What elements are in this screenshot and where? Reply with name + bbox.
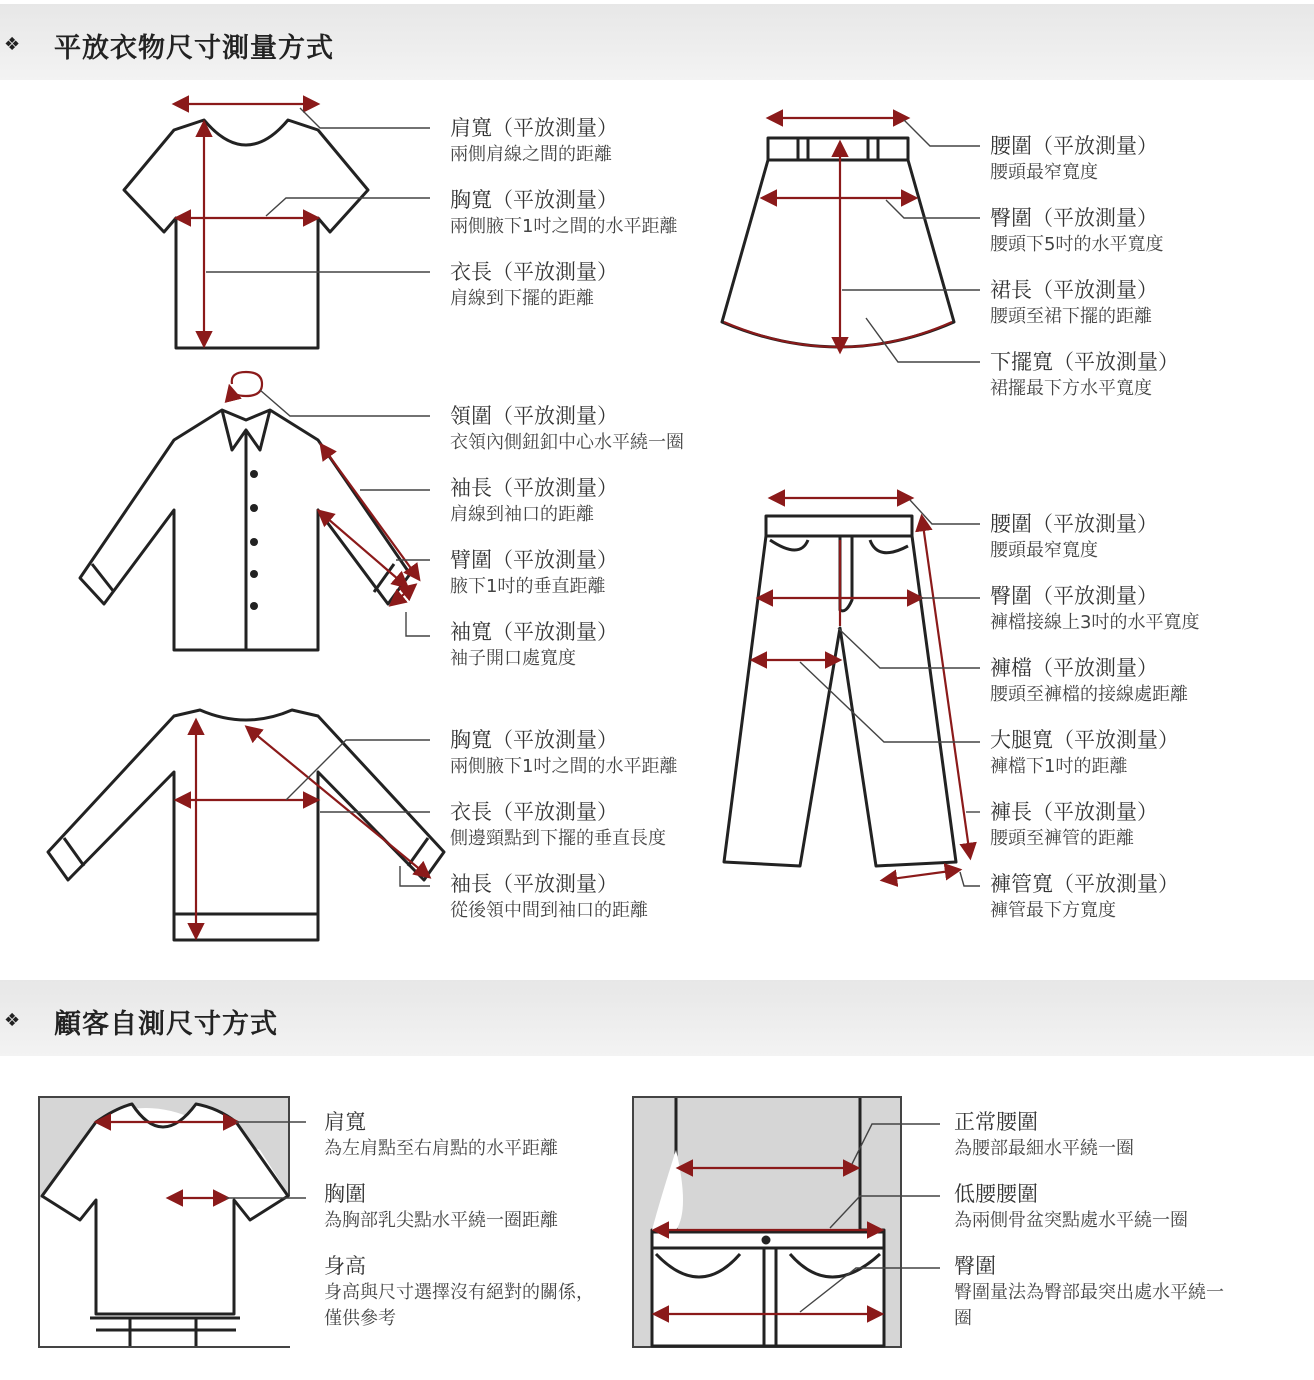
label-title: 衣長（平放測量） [450, 800, 618, 824]
label-desc: 腰頭至裙下擺的距離 [990, 306, 1152, 327]
label-title: 肩寬（平放測量） [450, 116, 618, 140]
label-desc: 肩線到袖口的距離 [450, 504, 594, 525]
upper-body-figure [40, 1104, 292, 1346]
label-tshirt-length [450, 258, 618, 312]
label-shirt-arm [450, 546, 618, 600]
label-title: 胸寬（平放測量） [450, 728, 618, 752]
section-title: 平放衣物尺寸測量方式 [54, 33, 334, 64]
label-title: 腰圍（平放測量） [990, 134, 1158, 158]
label-skirt-hem [990, 348, 1179, 402]
label-title: 領圍（平放測量） [450, 404, 618, 428]
label-desc: 為腰部最細水平繞一圈 [954, 1138, 1134, 1159]
label-desc: 腰頭至褲檔的接線處距離 [990, 684, 1188, 705]
tshirt-figure [124, 120, 368, 348]
label-title: 大腿寬（平放測量） [990, 728, 1179, 752]
label-desc: 為胸部乳尖點水平繞一圈距離 [324, 1210, 558, 1231]
label-title: 衣長（平放測量） [450, 260, 618, 284]
label-desc: 腰頭最窄寬度 [990, 162, 1098, 183]
label-tshirt-chest [450, 186, 677, 240]
label-title: 袖長（平放測量） [450, 476, 618, 500]
label-tshirt-shoulder [450, 114, 618, 168]
label-title: 袖寬（平放測量） [450, 620, 618, 644]
label-title: 褲管寬（平放測量） [990, 872, 1179, 896]
label-shirt-sleeve-length [450, 474, 618, 528]
label-desc: 臀圍量法為臀部最突出處水平繞一圈 [954, 1282, 1224, 1329]
label-body-low-waist [954, 1180, 1188, 1234]
label-shirt-cuff [450, 618, 618, 672]
label-title: 臀圍（平放測量） [990, 206, 1158, 230]
label-title: 褲長（平放測量） [990, 800, 1158, 824]
label-title: 臀圍 [954, 1254, 996, 1278]
label-pants-waist [990, 510, 1158, 564]
label-desc: 腰頭下5吋的水平寬度 [990, 234, 1164, 255]
label-title: 身高 [324, 1254, 366, 1278]
label-skirt-hip [990, 204, 1163, 258]
label-title: 袖長（平放測量） [450, 872, 618, 896]
label-desc: 兩側腋下1吋之間的水平距離 [450, 216, 678, 237]
label-title: 低腰腰圍 [954, 1182, 1038, 1206]
label-body-height [324, 1252, 594, 1332]
label-desc: 裙擺最下方水平寬度 [990, 378, 1152, 399]
label-pants-rise [990, 654, 1188, 708]
label-sweater-chest [450, 726, 677, 780]
label-desc: 側邊頸點到下擺的垂直長度 [450, 828, 666, 849]
label-desc: 從後領中間到袖口的距離 [450, 900, 648, 921]
label-desc: 兩側肩線之間的距離 [450, 144, 612, 165]
label-title: 胸圍 [324, 1182, 366, 1206]
label-title: 胸寬（平放測量） [450, 188, 618, 212]
label-pants-hem [990, 870, 1179, 924]
label-body-waist [954, 1108, 1134, 1162]
label-desc: 兩側腋下1吋之間的水平距離 [450, 756, 678, 777]
skirt-figure [722, 138, 954, 347]
label-title: 臀圍（平放測量） [990, 584, 1158, 608]
label-desc: 腰頭最窄寬度 [990, 540, 1098, 561]
label-desc: 衣領內側鈕釦中心水平繞一圈 [450, 432, 684, 453]
label-title: 腰圍（平放測量） [990, 512, 1158, 536]
label-desc: 褲管最下方寬度 [990, 900, 1116, 921]
section-title: 顧客自測尺寸方式 [54, 1009, 278, 1040]
label-body-chest [324, 1180, 558, 1234]
label-desc: 為兩側骨盆突點處水平繞一圈 [954, 1210, 1188, 1231]
label-sweater-length [450, 798, 666, 852]
label-desc: 肩線到下擺的距離 [450, 288, 594, 309]
diamond-bullet-icon: ❖ [4, 1010, 21, 1031]
label-title: 下擺寬（平放測量） [990, 350, 1179, 374]
label-desc: 褲檔下1吋的距離 [990, 756, 1128, 777]
label-title: 正常腰圍 [954, 1110, 1038, 1134]
label-title: 肩寬 [324, 1110, 366, 1134]
label-title: 褲檔（平放測量） [990, 656, 1158, 680]
label-sweater-sleeve [450, 870, 648, 924]
diamond-bullet-icon: ❖ [4, 34, 21, 55]
label-desc: 腋下1吋的垂直距離 [450, 576, 606, 597]
shirt-figure [80, 410, 410, 650]
label-desc: 褲檔接線上3吋的水平寬度 [990, 612, 1200, 633]
label-title: 裙長（平放測量） [990, 278, 1158, 302]
label-skirt-waist [990, 132, 1158, 186]
label-desc: 身高與尺寸選擇沒有絕對的關係，僅供參考 [324, 1282, 594, 1329]
label-desc: 腰頭至褲管的距離 [990, 828, 1134, 849]
label-pants-length [990, 798, 1158, 852]
label-skirt-length [990, 276, 1158, 330]
label-pants-thigh [990, 726, 1179, 780]
label-desc: 為左肩點至右肩點的水平距離 [324, 1138, 558, 1159]
label-title: 臂圍（平放測量） [450, 548, 618, 572]
label-desc: 袖子開口處寬度 [450, 648, 576, 669]
sweater-figure [48, 710, 444, 940]
lower-body-figure [652, 1098, 884, 1346]
label-body-hip [954, 1252, 1224, 1332]
label-body-shoulder [324, 1108, 558, 1162]
label-pants-hip [990, 582, 1199, 636]
label-shirt-collar [450, 402, 684, 456]
